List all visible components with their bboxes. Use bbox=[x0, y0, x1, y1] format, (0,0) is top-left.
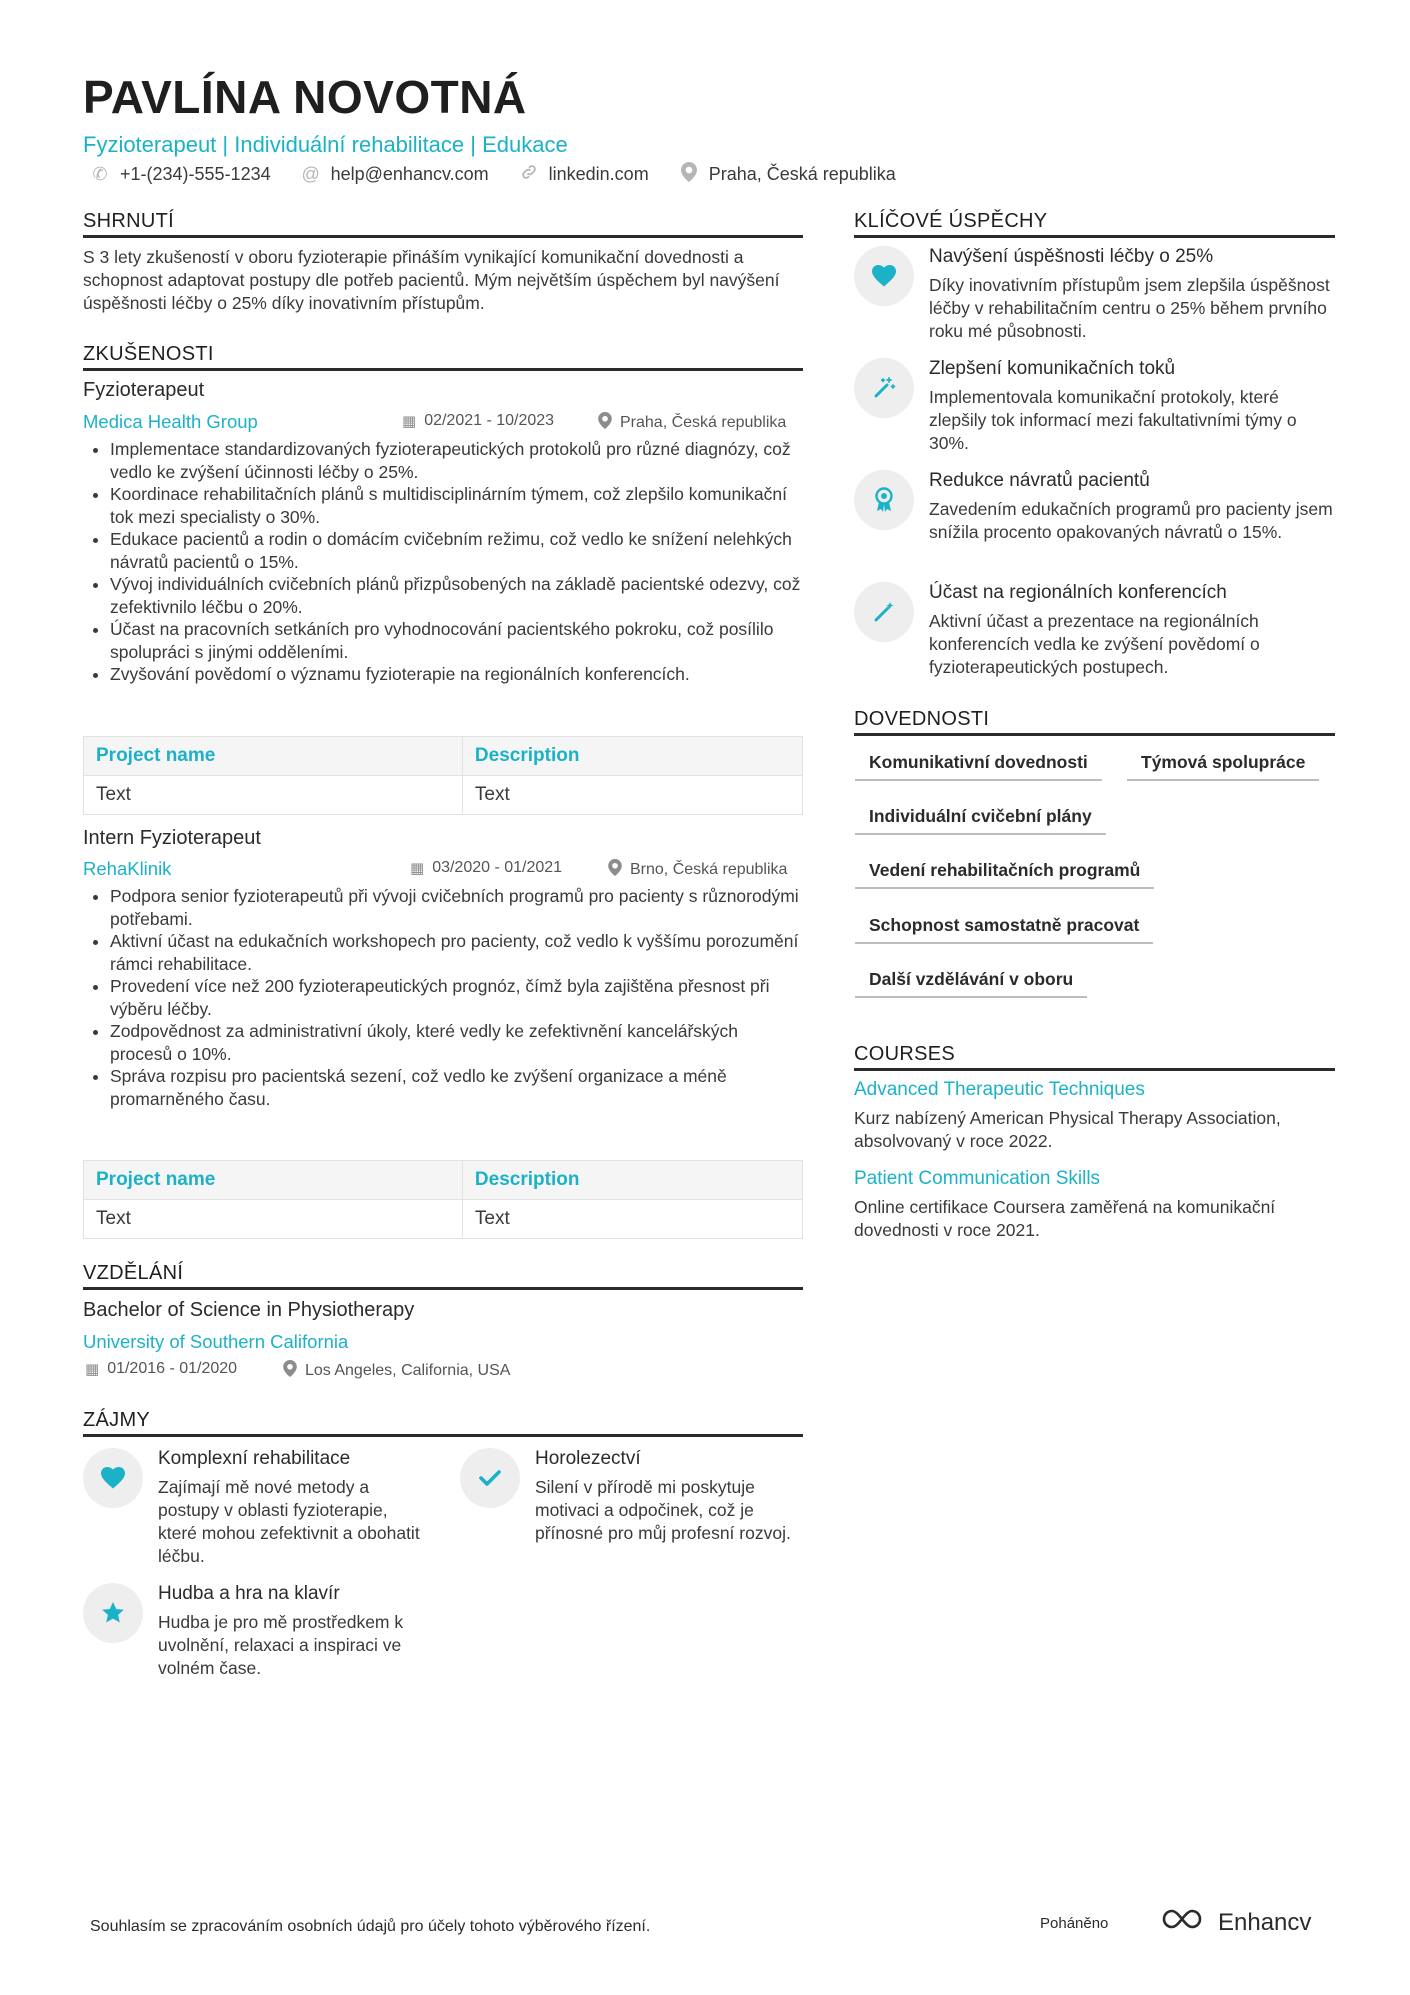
job-bullets bbox=[83, 438, 803, 686]
job-bullets bbox=[83, 885, 803, 1110]
interest-title: Komplexní rehabilitace bbox=[158, 1448, 351, 1469]
contact-row bbox=[90, 162, 896, 187]
courses-heading: COURSES bbox=[854, 1043, 1335, 1071]
consent-text: Souhlasím se zpracováním osobních údajů pro účely tohoto výběrového řízení. bbox=[90, 1918, 651, 1935]
candidate-name: PAVLÍNA NOVOTNÁ bbox=[83, 71, 527, 123]
link-icon bbox=[519, 163, 539, 186]
achievement-title: Navýšení úspěšnosti léčby o 25% bbox=[929, 246, 1214, 267]
course-title[interactable]: Advanced Therapeutic Techniques bbox=[854, 1079, 1145, 1100]
table-row bbox=[84, 776, 803, 815]
table-header-row bbox=[84, 737, 803, 776]
job-dates bbox=[410, 859, 562, 877]
course-desc: Online certifikace Coursera zaměřená na komunikační dovednosti v roce 2021. bbox=[854, 1197, 1276, 1240]
location-pin-icon bbox=[283, 1360, 297, 1381]
list-item: • Podpora senior fyzioterapeutů při vývoji cvičebních programů pro pacienty s různorodými potřebami. bbox=[110, 885, 803, 930]
list-item: • Aktivní účast na edukačních workshopech pro pacienty, což vedlo k vyššímu porozumění rámci rehabilitace. bbox=[110, 930, 803, 975]
calendar-icon: ▦ bbox=[85, 1361, 100, 1378]
achievement-item bbox=[854, 582, 1335, 682]
skill-tag: Individuální cvičební plány bbox=[855, 806, 1106, 835]
table-header: Project name bbox=[84, 1161, 463, 1200]
achievement-title: Zlepšení komunikačních toků bbox=[929, 358, 1176, 379]
interest-desc: Silení v přírodě mi poskytuje motivaci a odpočinek, což je přínosné pro můj profesní rozvoj. bbox=[535, 1477, 791, 1543]
table-header: Project name bbox=[84, 737, 463, 776]
check-icon bbox=[460, 1448, 520, 1508]
project-table bbox=[83, 736, 803, 815]
skills-heading: DOVEDNOSTI bbox=[854, 708, 1335, 736]
list-item: • Implementace standardizovaných fyzioterapeutických protokolů pro různé diagnózy, což vedlo ke zvýšení účinnosti léčby o 25%. bbox=[110, 438, 803, 483]
heart-icon bbox=[854, 246, 914, 306]
course-title[interactable]: Patient Communication Skills bbox=[854, 1168, 1101, 1189]
location-pin-icon bbox=[679, 162, 699, 187]
list-item: • Zvyšování povědomí o významu fyzioterapie na regionálních konferencích. bbox=[110, 663, 803, 686]
table-cell: Text bbox=[84, 776, 463, 815]
job-dates-text: 03/2020 - 01/2021 bbox=[432, 859, 563, 876]
school-name[interactable]: University of Southern California bbox=[83, 1331, 349, 1352]
table-header: Description bbox=[462, 1161, 802, 1200]
list-item: • Zodpovědnost za administrativní úkoly, které vedly ke zefektivnění kancelářských procesů o 10%. bbox=[110, 1020, 803, 1065]
interest-desc: Zajímají mě nové metody a postupy v oblasti fyzioterapie, které mohou zefektivnit a obohatit léčbu. bbox=[158, 1477, 420, 1566]
candidate-tagline: Fyzioterapeut | Individuální rehabilitace | Edukace bbox=[83, 132, 568, 157]
interest-title: Hudba a hra na klavír bbox=[158, 1583, 340, 1604]
education-heading: VZDĚLÁNÍ bbox=[83, 1262, 803, 1290]
job-location-text: Praha, Česká republika bbox=[620, 413, 787, 431]
job-dates bbox=[402, 412, 554, 430]
table-cell: Text bbox=[84, 1200, 463, 1239]
degree-title: Bachelor of Science in Physiotherapy bbox=[83, 1299, 415, 1321]
achievement-desc: Díky inovativním přístupům jsem zlepšila úspěšnost léčby v rehabilitačním centru o 25% během prvního roku mé působnosti. bbox=[929, 275, 1330, 341]
achievement-item bbox=[854, 470, 1335, 570]
summary-heading: SHRNUTÍ bbox=[83, 210, 803, 238]
list-item: • Účast na pracovních setkáních pro vyhodnocování pacientského pokroku, což posílilo spolupráci s jinými odděleními. bbox=[110, 618, 803, 663]
achievement-title: Účast na regionálních konferencích bbox=[929, 582, 1227, 603]
experience-heading: ZKUŠENOSTI bbox=[83, 343, 803, 371]
education-dates-text: 01/2016 - 01/2020 bbox=[107, 1360, 238, 1377]
phone-text: +1-(234)-555-1234 bbox=[120, 164, 271, 184]
job-role: Fyzioterapeut bbox=[83, 379, 205, 401]
job-location bbox=[608, 859, 787, 880]
achievement-desc: Zavedením edukačních programů pro pacienty jsem snížila procento opakovaných návratů o 15%. bbox=[929, 499, 1333, 542]
project-table bbox=[83, 1160, 803, 1239]
location-pin-icon bbox=[598, 412, 612, 433]
list-item: • Správa rozpisu pro pacientská sezení, což vedlo ke zvýšení organizace a méně promarněného času. bbox=[110, 1065, 803, 1110]
table-header: Description bbox=[462, 737, 802, 776]
skill-tag: Týmová spolupráce bbox=[1127, 752, 1319, 781]
skill-tag: Schopnost samostatně pracovat bbox=[855, 915, 1153, 944]
magic-wand-icon bbox=[854, 358, 914, 418]
table-cell: Text bbox=[462, 1200, 802, 1239]
job-company[interactable]: RehaKlinik bbox=[83, 858, 172, 879]
list-item: • Vývoj individuálních cvičebních plánů přizpůsobených na základě pacientské odezvy, což zefektivnilo léčbu o 20%. bbox=[110, 573, 803, 618]
interests-heading: ZÁJMY bbox=[83, 1409, 803, 1437]
location-pin-icon bbox=[608, 859, 622, 880]
brand-logo[interactable] bbox=[1160, 1906, 1311, 1939]
contact-email[interactable] bbox=[301, 162, 489, 187]
list-item: • Edukace pacientů a rodin o domácím cvičebním režimu, což vedlo ke snížení nelehkých návratů pacientů o 15%. bbox=[110, 528, 803, 573]
location-text: Praha, Česká republika bbox=[708, 164, 896, 184]
achievement-title: Redukce návratů pacientů bbox=[929, 470, 1150, 491]
education-location-text: Los Angeles, California, USA bbox=[305, 1361, 511, 1379]
email-text: help@enhancv.com bbox=[330, 164, 489, 184]
interest-desc: Hudba je pro mě prostředkem k uvolnění, relaxaci a inspiraci ve volném čase. bbox=[158, 1612, 404, 1678]
skill-tag: Vedení rehabilitačních programů bbox=[855, 860, 1154, 889]
star-icon bbox=[83, 1583, 143, 1643]
calendar-icon: ▦ bbox=[402, 413, 417, 430]
contact-phone bbox=[90, 162, 271, 187]
skill-tag: Komunikativní dovednosti bbox=[855, 752, 1102, 781]
job-dates-text: 02/2021 - 10/2023 bbox=[424, 412, 555, 429]
course-desc: Kurz nabízený American Physical Therapy Association, absolvovaný v roce 2022. bbox=[854, 1108, 1281, 1151]
contact-linkedin[interactable] bbox=[519, 162, 649, 187]
calendar-icon: ▦ bbox=[410, 860, 425, 877]
heart-icon bbox=[83, 1448, 143, 1508]
achievement-item bbox=[854, 246, 1335, 346]
skill-tag: Další vzdělávání v oboru bbox=[855, 969, 1087, 998]
interest-title: Horolezectví bbox=[535, 1448, 641, 1469]
summary-text: S 3 lety zkušeností v oboru fyzioterapie přináším vynikající komunikační dovednosti a schopnost adaptovat postupy dle potřeb pacientů. Mým největším úspěchem byl navýšení úspěšnosti léčby o 25% díky inovativním přístupům. bbox=[83, 247, 780, 313]
award-icon bbox=[854, 470, 914, 530]
phone-icon: ✆ bbox=[92, 164, 108, 184]
linkedin-text: linkedin.com bbox=[548, 164, 649, 184]
brand-name: Enhancv bbox=[1218, 1908, 1312, 1936]
achievement-desc: Implementovala komunikační protokoly, které zlepšily tok informací mezi fakultativními týmy o 30%. bbox=[929, 387, 1297, 453]
list-item: • Koordinace rehabilitačních plánů s multidisciplinárním týmem, což zlepšilo komunikační tok mezi specialisty o 30%. bbox=[110, 483, 803, 528]
table-cell: Text bbox=[462, 776, 802, 815]
table-header-row bbox=[84, 1161, 803, 1200]
contact-location bbox=[679, 162, 896, 187]
job-location-text: Brno, Česká republika bbox=[630, 860, 788, 878]
education-dates bbox=[85, 1360, 237, 1378]
job-location bbox=[598, 412, 786, 433]
education-location bbox=[283, 1360, 510, 1381]
powered-by-label: Poháněno bbox=[1040, 1915, 1109, 1932]
infinity-logo-icon bbox=[1160, 1906, 1208, 1939]
list-item: • Provedení více než 200 fyzioterapeutických prognóz, čímž byla zajištěna přesnost při výběru léčby. bbox=[110, 975, 803, 1020]
job-company[interactable]: Medica Health Group bbox=[83, 411, 258, 432]
job-role: Intern Fyzioterapeut bbox=[83, 827, 261, 849]
at-icon: @ bbox=[301, 164, 320, 184]
table-row bbox=[84, 1200, 803, 1239]
wand-icon bbox=[854, 582, 914, 642]
achievement-desc: Aktivní účast a prezentace na regionálních konferencích vedla ke zvýšení povědomí o fyzioterapeutických postupech. bbox=[929, 611, 1260, 677]
achievement-item bbox=[854, 358, 1335, 458]
achievements-heading: KLÍČOVÉ ÚSPĚCHY bbox=[854, 210, 1335, 238]
